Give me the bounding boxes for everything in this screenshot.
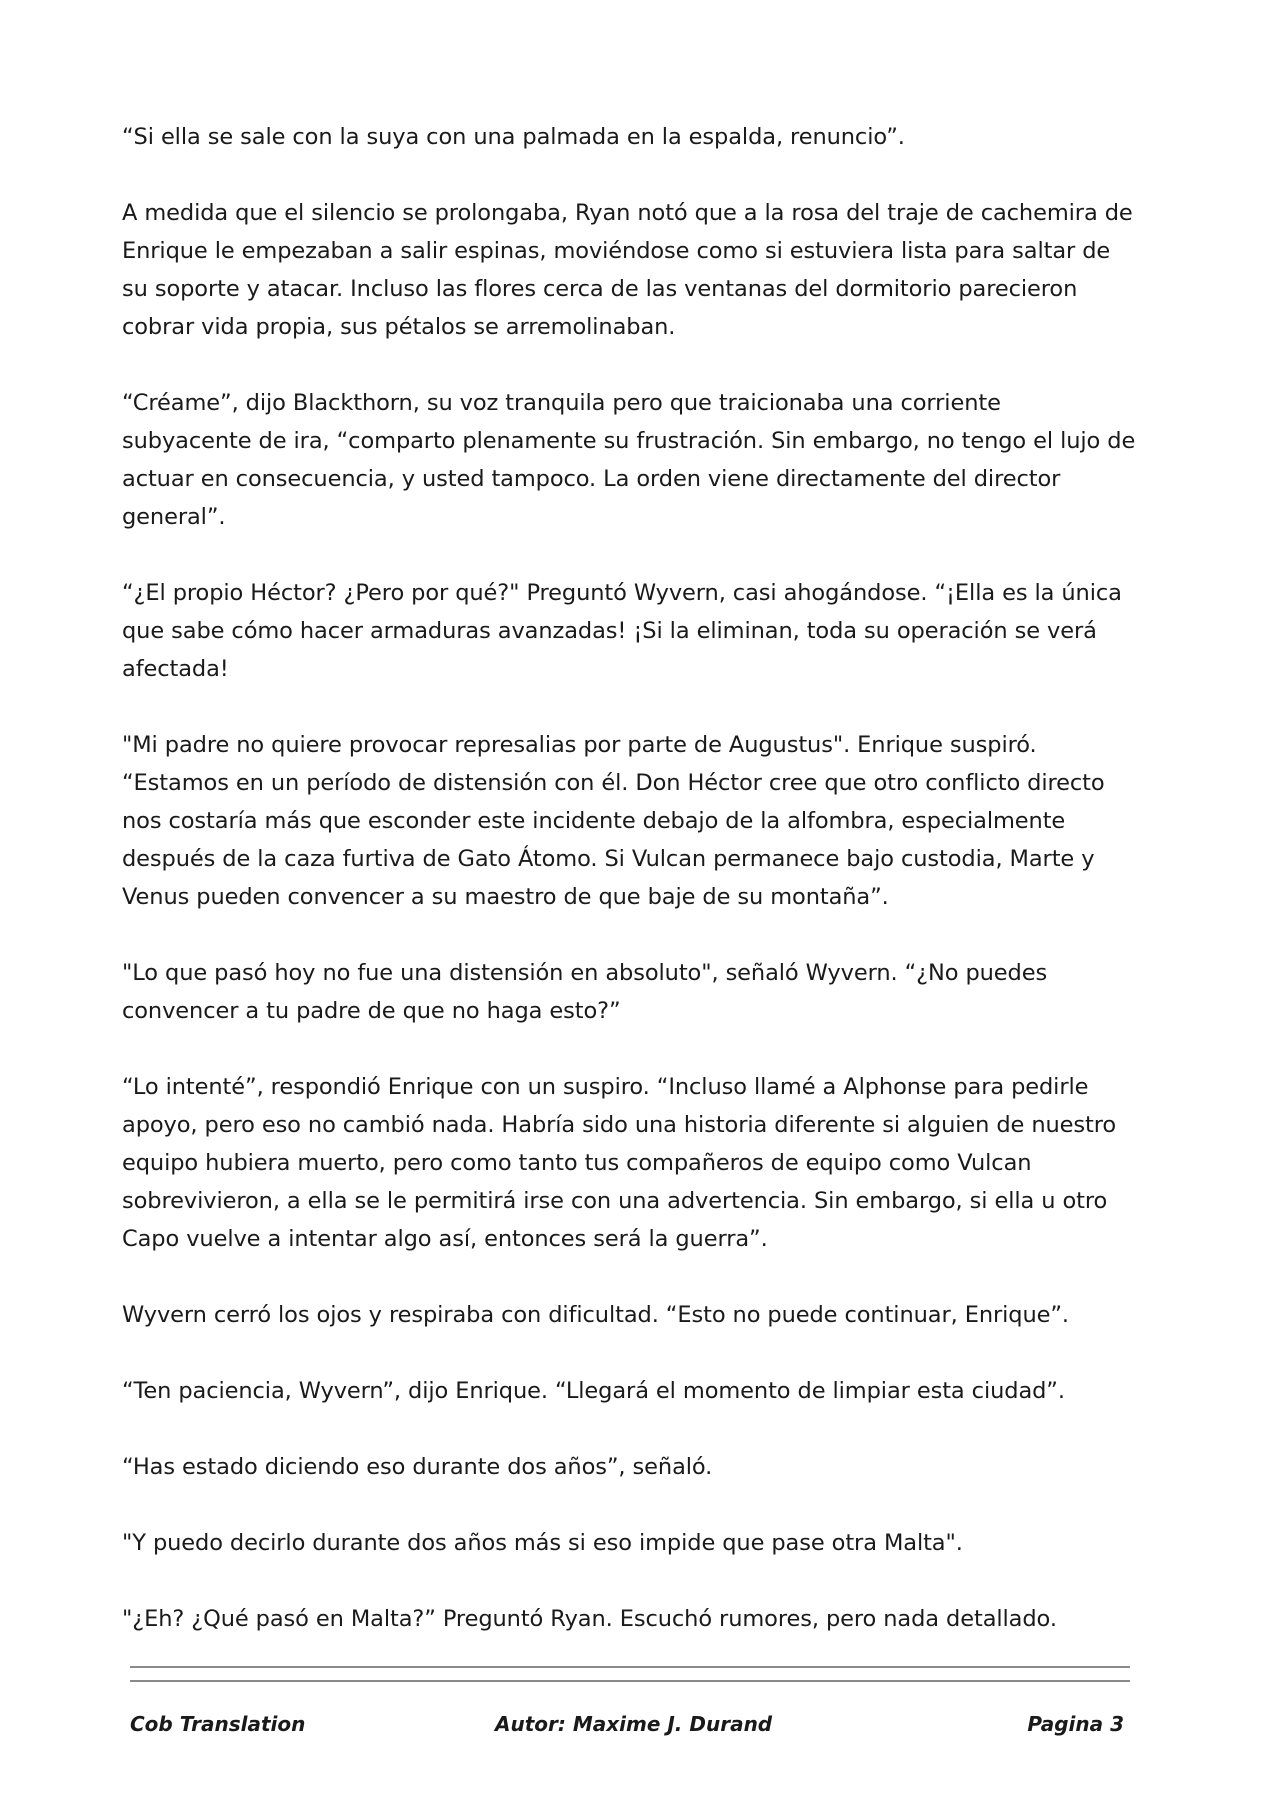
paragraph: A medida que el silencio se prolongaba, Ryan notó que a la rosa del traje de cachemira de Enrique le empezaban a salir espinas, moviéndose como si estuviera lista para saltar de su soporte y atacar. Incluso las flores cerca de las ventanas del dormitorio parecieron cobrar vida propia, sus pétalos se arremolinaban. (122, 200, 1133, 340)
paragraph: “Créame”, dijo Blackthorn, su voz tranquila pero que traicionaba una corriente subyacente de ira, “comparto plenamente su frustración. Sin embargo, no tengo el lujo de actuar en consecuencia, y usted tampoco. La orden viene directamente del director general”. (122, 390, 1136, 530)
paragraph: “¿El propio Héctor? ¿Pero por qué?" Preguntó Wyvern, casi ahogándose. “¡Ella es la única que sabe cómo hacer armaduras avanzadas! ¡Si la eliminan, toda su operación se verá afectada! (122, 580, 1122, 682)
footer-divider-bottom (130, 1680, 1130, 1682)
footer-divider-top (130, 1666, 1130, 1668)
paragraph: “Lo intenté”, respondió Enrique con un suspiro. “Incluso llamé a Alphonse para pedirle apoyo, pero eso no cambió nada. Habría sido una historia diferente si alguien de nuestro equipo hubiera muerto, pero como tanto tus compañeros de equipo como Vulcan sobrevivieron, a ella se le permitirá irse con una advertencia. Sin embargo, si ella u otro Capo vuelve a intentar algo así, entonces será la guerra”. (122, 1074, 1117, 1252)
paragraph: “Si ella se sale con la suya con una palmada en la espalda, renuncio”. (122, 124, 905, 150)
body-text (122, 118, 1136, 1676)
paragraph: “Has estado diciendo eso durante dos años”, señaló. (122, 1454, 713, 1480)
page-footer (130, 1712, 1130, 1742)
paragraph: "¿Eh? ¿Qué pasó en Malta?” Preguntó Ryan. Escuchó rumores, pero nada detallado. (122, 1606, 1057, 1632)
paragraph: “Ten paciencia, Wyvern”, dijo Enrique. “Llegará el momento de limpiar esta ciudad”. (122, 1378, 1065, 1404)
footer-author: Autor: Maxime J. Durand (495, 1712, 773, 1736)
paragraph: "Y puedo decirlo durante dos años más si eso impide que pase otra Malta". (122, 1530, 963, 1556)
footer-page-number: Pagina 3 (1027, 1712, 1124, 1736)
paragraph: "Mi padre no quiere provocar represalias por parte de Augustus". Enrique suspiró. “Estamos en un período de distensión con él. Don Héctor cree que otro conflicto directo nos costaría más que esconder este incidente debajo de la alfombra, especialmente después de la caza furtiva de Gato Átomo. Si Vulcan permanece bajo custodia, Marte y Venus pueden convencer a su maestro de que baje de su montaña”. (122, 732, 1105, 910)
footer-translator: Cob Translation (130, 1712, 306, 1736)
paragraph: "Lo que pasó hoy no fue una distensión en absoluto", señaló Wyvern. “¿No puedes convencer a tu padre de que no haga esto?” (122, 960, 1048, 1024)
paragraph: Wyvern cerró los ojos y respiraba con dificultad. “Esto no puede continuar, Enrique”. (122, 1302, 1069, 1328)
